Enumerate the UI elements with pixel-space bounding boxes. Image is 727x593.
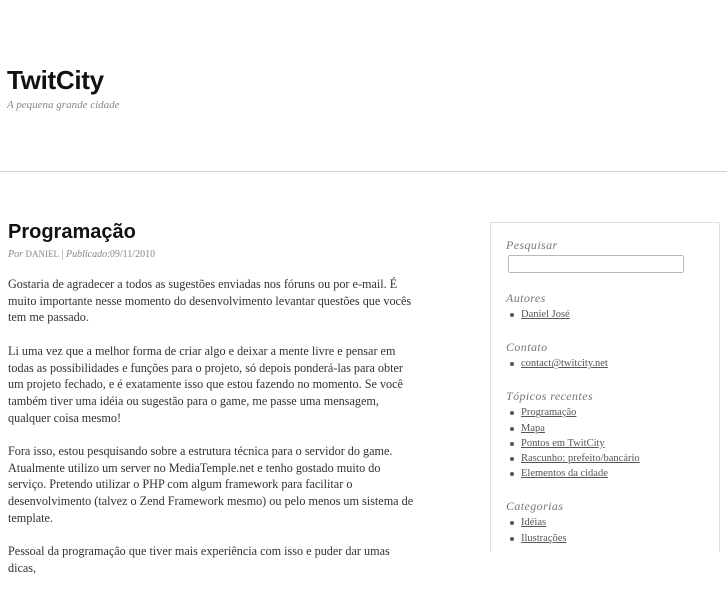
recent-post-link[interactable]: Rascunho: prefeito/bancário — [521, 453, 640, 465]
meta-separator: | — [61, 249, 64, 260]
post-paragraph: Gostaria de agradecer a todos as sugestões enviadas nos fóruns ou por e-mail. É muito importante nesse momento do desenvolvimento levantar questões que vocês tem me passado. — [8, 277, 412, 325]
post-paragraph: Li uma vez que a melhor forma de criar algo e deixar a mente livre e pensar em todas as possibilidades e funções para o projeto, só depois ponderá-las para obter um projeto fechado, e é exatamente isso que estou fazendo no momento. Se você também tiver uma idéia ou sugestão para o game, me passe uma mensagem, qualquer coisa mesmo! — [8, 343, 403, 425]
post-published-label: Publicado — [66, 249, 108, 260]
authors-widget-title: Autores — [506, 291, 546, 305]
list-item — [506, 356, 719, 371]
category-link[interactable]: Idéias — [521, 517, 547, 529]
post-by-label: Por — [8, 249, 23, 260]
author-link[interactable]: Daniel José — [521, 309, 570, 320]
contact-list — [506, 356, 719, 371]
post-title[interactable]: Programação — [8, 221, 136, 243]
site-header — [0, 0, 727, 172]
recent-post-link[interactable]: Mapa — [521, 422, 545, 434]
list-item — [506, 531, 719, 546]
list-item — [506, 466, 719, 481]
recent-posts-list — [506, 405, 719, 481]
post-meta — [8, 247, 420, 262]
categories-widget-title: Categorias — [506, 499, 564, 514]
post-date: :09/11/2010 — [107, 249, 156, 260]
list-item — [506, 421, 719, 436]
site-tagline: A pequena grande cidade — [7, 99, 120, 111]
contact-widget-title: Contato — [506, 340, 548, 355]
recent-post-link[interactable]: Programação — [521, 407, 577, 419]
list-item — [506, 405, 719, 420]
contact-email-link[interactable]: contact@twitcity.net — [521, 358, 608, 370]
list-item — [506, 436, 719, 451]
category-link[interactable]: Ilustrações — [521, 532, 567, 544]
post-paragraph: Fora isso, estou pesquisando sobre a estrutura técnica para o servidor do game. Atualmente utilizo um server no MediaTemple.net e tenho gostado muito do serviço. Pretendo utilizar o PHP com algum framework para facilitar o desenvolvimento (talvez o Zend Framework mesmo) ou pelo menos um sistema de template. — [8, 444, 414, 525]
contact-widget — [506, 339, 719, 371]
post-paragraph: Pessoal da programação que tiver mais experiência com isso e puder dar umas dicas, — [8, 544, 390, 575]
search-widget-title: Pesquisar — [506, 238, 558, 252]
site-title-link[interactable]: TwitCity — [7, 65, 104, 95]
authors-widget — [506, 290, 719, 322]
authors-list — [506, 307, 719, 322]
recent-post-link[interactable]: Pontos em TwitCity — [521, 437, 605, 449]
recent-post-link[interactable]: Elementos da cidade — [521, 468, 608, 480]
categories-list — [506, 515, 719, 545]
categories-widget — [506, 498, 719, 545]
recent-posts-widget — [506, 388, 719, 481]
post-body — [8, 276, 420, 577]
list-item — [506, 307, 719, 322]
post — [8, 220, 420, 593]
search-input[interactable] — [508, 255, 684, 273]
recent-posts-widget-title: Tópicos recentes — [506, 389, 593, 404]
list-item — [506, 451, 719, 466]
sidebar — [490, 222, 720, 552]
search-widget — [506, 237, 719, 273]
post-author: DANIEL — [25, 249, 59, 259]
list-item — [506, 515, 719, 530]
